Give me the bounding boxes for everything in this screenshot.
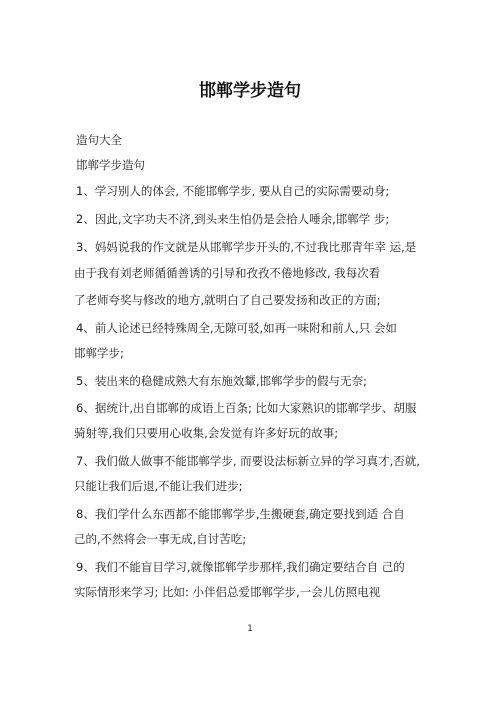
sentence-line: 实际情形来学习; 比如: 小伴侣总爱邯郸学步,一会儿仿照电视 [74, 585, 381, 599]
sentence-line: 3、妈妈说我的作文就是从邯郸学步开头的,不过我比那青年幸 运,是 [76, 240, 417, 254]
sentence-line: 6、据统计,出自邯郸的成语上百条; 比如大家熟识的邯郸学步、胡服 [76, 401, 417, 415]
sentence-line: 1、学习别人的体会, 不能邯郸学步, 要从自己的实际需要动身; [76, 184, 390, 198]
section-heading: 造句大全 [76, 133, 122, 147]
sentence-line: 5、装出来的稳健成熟大有东施效颦,邯郸学步的假与无奈; [76, 374, 367, 388]
sentence-line: 骑射等,我们只要用心收集,会发觉有许多好玩的故事; [74, 426, 339, 440]
sentence-line: 7、我们做人做事不能邯郸学步, 而要设法标新立异的学习真才,否就, [76, 454, 420, 468]
sentence-line: 8、我们学什么东西都不能邯郸学步,生搬硬套,确定要找到适 合自 [76, 507, 405, 521]
sentence-line: 了老师夸奖与修改的地方,就明白了自己要发扬和改正的方面; [74, 293, 381, 307]
sentence-line: 9、我们不能盲目学习,就像邯郸学步那样,我们确定要结合自 己的 [76, 560, 405, 574]
document-title: 邯郸学步造句 [199, 81, 301, 101]
sentence-line: 邯郸学步; [74, 346, 124, 360]
sentence-line: 由于我有刘老师循循善诱的引导和孜孜不倦地修改, 我每次看 [74, 266, 381, 280]
sentence-line: 4、前人论述已经特殊周全,无隙可驳,如再一味附和前人,只 会如 [76, 321, 397, 335]
sentence-line: 只能让我们后退,不能让我们进步; [74, 479, 243, 493]
section-subheading: 邯郸学步造句 [76, 158, 145, 172]
sentence-line: 己的,不然将会一事无成,自讨苦吃; [74, 532, 247, 546]
sentence-line: 2、因此,文字功夫不济,到头来生怕仍是会拾人唾余,邯郸学 步; [76, 212, 390, 226]
page-number: 1 [247, 624, 253, 634]
